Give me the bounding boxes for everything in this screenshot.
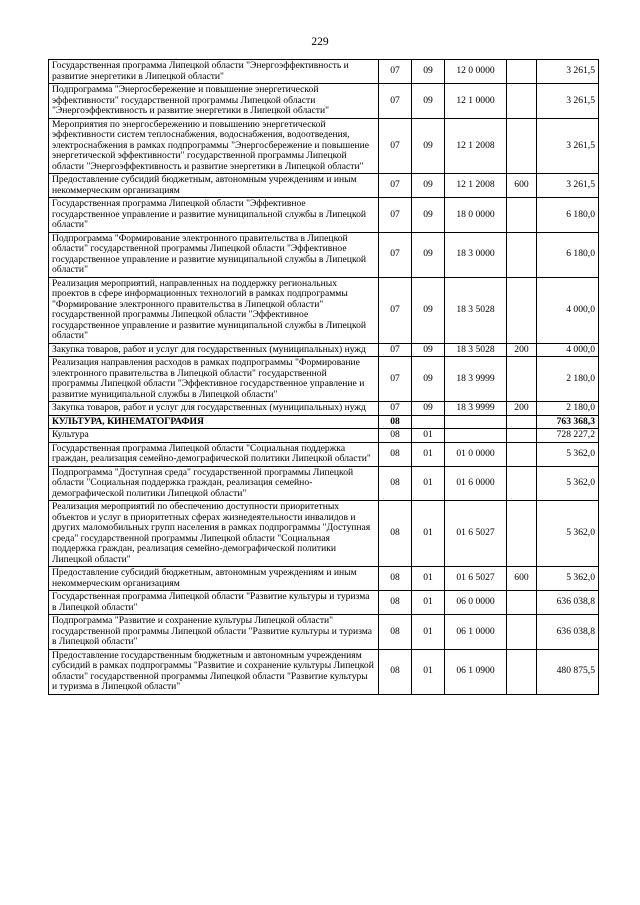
expense-name-cell: Подпрограмма "Развитие и сохранение культуры Липецкой области" государственной программы Липецкой области "Развитие культуры и туризма в Липецкой области" <box>49 615 379 650</box>
target-article-cell: 12 1 0000 <box>445 84 507 119</box>
amount-cell: 6 180,0 <box>537 198 599 233</box>
section-code-cell: 07 <box>379 198 412 233</box>
target-article-cell: 18 0 0000 <box>445 198 507 233</box>
subsection-code-cell: 09 <box>412 60 445 84</box>
target-article-cell: 12 1 2008 <box>445 174 507 198</box>
table-row <box>49 118 599 174</box>
amount-cell: 763 368,3 <box>537 415 599 429</box>
table-row <box>49 402 599 416</box>
expense-type-cell <box>507 442 537 466</box>
expense-type-cell: 200 <box>507 343 537 357</box>
target-article-cell: 12 0 0000 <box>445 60 507 84</box>
amount-cell: 5 362,0 <box>537 501 599 567</box>
subsection-code-cell: 01 <box>412 442 445 466</box>
expense-type-cell: 200 <box>507 402 537 416</box>
subsection-code-cell: 09 <box>412 343 445 357</box>
table-row <box>49 84 599 119</box>
expense-type-cell <box>507 649 537 694</box>
expense-name-cell: Государственная программа Липецкой области "Эффективное государственное управление и развитие муниципальной службы в Липецкой области" <box>49 198 379 233</box>
subsection-code-cell: 01 <box>412 567 445 591</box>
target-article-cell: 18 3 9999 <box>445 357 507 402</box>
table-row <box>49 466 599 501</box>
subsection-code-cell <box>412 415 445 429</box>
subsection-code-cell: 01 <box>412 466 445 501</box>
section-code-cell: 08 <box>379 415 412 429</box>
target-article-cell: 06 1 0000 <box>445 615 507 650</box>
subsection-code-cell: 09 <box>412 357 445 402</box>
expense-name-cell: КУЛЬТУРА, КИНЕМАТОГРАФИЯ <box>49 415 379 429</box>
table-row <box>49 429 599 443</box>
amount-cell: 4 000,0 <box>537 343 599 357</box>
expense-type-cell <box>507 357 537 402</box>
section-code-cell: 07 <box>379 84 412 119</box>
subsection-code-cell: 09 <box>412 174 445 198</box>
table-row <box>49 501 599 567</box>
amount-cell: 5 362,0 <box>537 442 599 466</box>
section-code-cell: 08 <box>379 501 412 567</box>
expense-name-cell: Закупка товаров, работ и услуг для государственных (муниципальных) нужд <box>49 343 379 357</box>
expense-name-cell: Реализация направления расходов в рамках подпрограммы "Формирование электронного правительства в Липецкой области" государственной программы Липецкой области "Эффективное государственное управление и развитие муниципальной службы в Липецкой области" <box>49 357 379 402</box>
expense-type-cell <box>507 84 537 119</box>
target-article-cell: 01 0 0000 <box>445 442 507 466</box>
expense-type-cell <box>507 118 537 174</box>
target-article-cell: 01 6 5027 <box>445 567 507 591</box>
subsection-code-cell: 09 <box>412 118 445 174</box>
expense-type-cell <box>507 429 537 443</box>
expense-type-cell <box>507 615 537 650</box>
section-code-cell: 08 <box>379 649 412 694</box>
subsection-code-cell: 09 <box>412 198 445 233</box>
table-row <box>49 357 599 402</box>
table-row <box>49 232 599 277</box>
expense-name-cell: Предоставление субсидий бюджетным, автономным учреждениям и иным некоммерческим организациям <box>49 174 379 198</box>
amount-cell: 2 180,0 <box>537 357 599 402</box>
expense-type-cell <box>507 466 537 501</box>
expense-type-cell <box>507 232 537 277</box>
section-code-cell: 07 <box>379 60 412 84</box>
target-article-cell: 18 3 0000 <box>445 232 507 277</box>
target-article-cell: 01 6 5027 <box>445 501 507 567</box>
table-row <box>49 415 599 429</box>
expense-type-cell: 600 <box>507 174 537 198</box>
amount-cell: 3 261,5 <box>537 60 599 84</box>
expense-name-cell: Подпрограмма "Доступная среда" государственной программы Липецкой области "Социальная поддержка граждан, реализация семейно-демографической политики Липецкой области" <box>49 466 379 501</box>
table-row <box>49 174 599 198</box>
target-article-cell: 12 1 2008 <box>445 118 507 174</box>
expense-name-cell: Реализация мероприятий, направленных на поддержку региональных проектов в сфере информационных технологий в рамках подпрограммы "Формирование электронного правительства в Липецкой области" государственной программы Липецкой области "Эффективное государственное управление и развитие муниципальной службы в Липецкой области" <box>49 277 379 343</box>
subsection-code-cell: 01 <box>412 591 445 615</box>
amount-cell: 3 261,5 <box>537 174 599 198</box>
target-article-cell <box>445 429 507 443</box>
target-article-cell <box>445 415 507 429</box>
section-code-cell: 08 <box>379 429 412 443</box>
table-row <box>49 615 599 650</box>
expense-type-cell <box>507 277 537 343</box>
amount-cell: 636 038,8 <box>537 591 599 615</box>
expense-name-cell: Реализация мероприятий по обеспечению доступности приоритетных объектов и услуг в приоритетных сферах жизнедеятельности инвалидов и других маломобильных групп населения в рамках подпрограммы "Доступная среда" государственной программы Липецкой области "Социальная поддержка граждан, реализация семейно-демографической политики Липецкой области" <box>49 501 379 567</box>
amount-cell: 3 261,5 <box>537 84 599 119</box>
table-row <box>49 277 599 343</box>
target-article-cell: 06 1 0900 <box>445 649 507 694</box>
amount-cell: 4 000,0 <box>537 277 599 343</box>
table-row <box>49 442 599 466</box>
section-code-cell: 07 <box>379 357 412 402</box>
table-row <box>49 567 599 591</box>
section-code-cell: 07 <box>379 174 412 198</box>
subsection-code-cell: 09 <box>412 84 445 119</box>
expense-name-cell: Культура <box>49 429 379 443</box>
expense-name-cell: Предоставление государственным бюджетным и автономным учреждениям субсидий в рамках подпрограммы "Развитие и сохранение культуры Липецкой области" государственной программы Липецкой области "Развитие культуры и туризма в Липецкой области" <box>49 649 379 694</box>
subsection-code-cell: 01 <box>412 615 445 650</box>
expense-type-cell <box>507 591 537 615</box>
amount-cell: 6 180,0 <box>537 232 599 277</box>
expense-name-cell: Подпрограмма "Формирование электронного правительства в Липецкой области" государственной программы Липецкой области "Эффективное государственное управление и развитие муниципальной службы в Липецкой области" <box>49 232 379 277</box>
section-code-cell: 07 <box>379 343 412 357</box>
section-code-cell: 08 <box>379 591 412 615</box>
section-code-cell: 08 <box>379 615 412 650</box>
page-number: 229 <box>311 36 329 48</box>
expense-type-cell <box>507 198 537 233</box>
budget-table <box>48 59 599 695</box>
table-row <box>49 649 599 694</box>
expense-name-cell: Подпрограмма "Энергосбережение и повышение энергетической эффективности" государственной программы Липецкой области "Энергоэффективность и развитие энергетики в Липецкой области" <box>49 84 379 119</box>
table-row <box>49 198 599 233</box>
table-body <box>49 60 599 695</box>
subsection-code-cell: 01 <box>412 429 445 443</box>
subsection-code-cell: 09 <box>412 232 445 277</box>
subsection-code-cell: 01 <box>412 501 445 567</box>
table-row <box>49 591 599 615</box>
expense-name-cell: Государственная программа Липецкой области "Развитие культуры и туризма в Липецкой области" <box>49 591 379 615</box>
target-article-cell: 18 3 9999 <box>445 402 507 416</box>
amount-cell: 5 362,0 <box>537 466 599 501</box>
section-code-cell: 07 <box>379 402 412 416</box>
table-row <box>49 343 599 357</box>
section-code-cell: 07 <box>379 232 412 277</box>
expense-name-cell: Государственная программа Липецкой области "Энергоэффективность и развитие энергетики в Липецкой области" <box>49 60 379 84</box>
target-article-cell: 06 0 0000 <box>445 591 507 615</box>
expense-name-cell: Предоставление субсидий бюджетным, автономным учреждениям и иным некоммерческим организациям <box>49 567 379 591</box>
target-article-cell: 01 6 0000 <box>445 466 507 501</box>
expense-name-cell: Мероприятия по энергосбережению и повышению энергетической эффективности систем теплоснабжения, водоснабжения, водоотведения, электроснабжения в рамках подпрограммы "Энергосбережение и повышение энергетической эффективности" государственной программы Липецкой области "Энергоэффективность и развитие энергетики в Липецкой области" <box>49 118 379 174</box>
section-code-cell: 07 <box>379 277 412 343</box>
amount-cell: 480 875,5 <box>537 649 599 694</box>
amount-cell: 5 362,0 <box>537 567 599 591</box>
target-article-cell: 18 3 5028 <box>445 277 507 343</box>
section-code-cell: 08 <box>379 466 412 501</box>
subsection-code-cell: 09 <box>412 402 445 416</box>
target-article-cell: 18 3 5028 <box>445 343 507 357</box>
expense-type-cell <box>507 501 537 567</box>
amount-cell: 3 261,5 <box>537 118 599 174</box>
expense-name-cell: Закупка товаров, работ и услуг для государственных (муниципальных) нужд <box>49 402 379 416</box>
section-code-cell: 08 <box>379 567 412 591</box>
subsection-code-cell: 09 <box>412 277 445 343</box>
expense-type-cell <box>507 60 537 84</box>
expense-type-cell: 600 <box>507 567 537 591</box>
expense-name-cell: Государственная программа Липецкой области "Социальная поддержка граждан, реализация семейно-демографической политики Липецкой области" <box>49 442 379 466</box>
expense-type-cell <box>507 415 537 429</box>
amount-cell: 2 180,0 <box>537 402 599 416</box>
table-row <box>49 60 599 84</box>
amount-cell: 728 227,2 <box>537 429 599 443</box>
subsection-code-cell: 01 <box>412 649 445 694</box>
section-code-cell: 07 <box>379 118 412 174</box>
section-code-cell: 08 <box>379 442 412 466</box>
amount-cell: 636 038,8 <box>537 615 599 650</box>
